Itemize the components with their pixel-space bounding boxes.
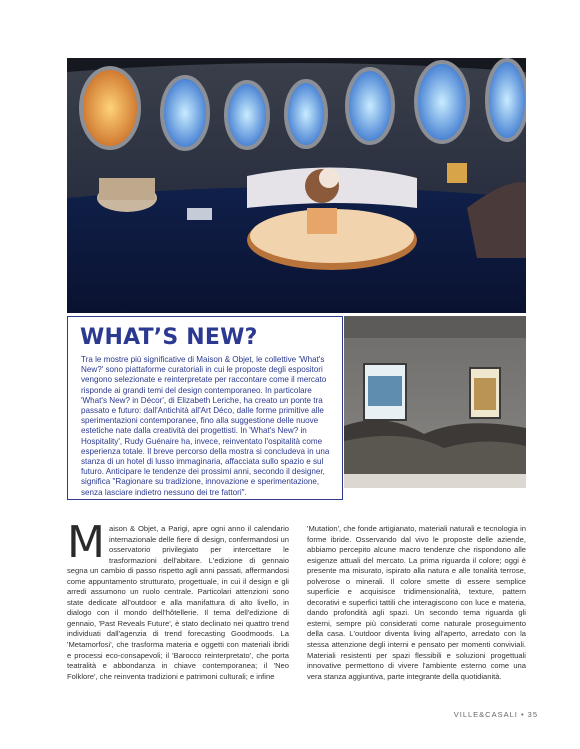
sidebar-text: Tra le mostre più significative di Maison & Objet, le collettive 'What's New?' sono piattaforme curatoriali in cui le proposte degli espositori vengono selezionate e reinterpretate per raccontare come il mercato risponde ai grandi temi del design contemporaneo. In particolare 'What's New? in Décor', di Elizabeth Leriche, ha creato un ponte tra passato e futuro: dall'Antichità all'Art Déco, dalle forme primitive alle sperimentazioni contemporanee, fino alla suggestione delle nuove estetiche nate dalla creatività dei progettisti. In 'What's New? in Hospitality', Rudy Guénaire ha, invece, reinventato l'ospitalità come esperienza totale. Il breve percorso della mostra si concludeva in una stanza di un hotel di lusso immaginaria, affacciata sullo spazio e sul futuro. Anticipare le tendenze dei prossimi anni, secondo il designer, significa "Ragionare su tradizione, innovazione e sperimentazione, senza lasciare indietro nessuno dei tre fattori". <box>81 355 330 497</box>
article-column-2: 'Mutation', che fonde artigianato, materiali naturali e tecnologia in forme ibride. Osservando dal vivo le proposte delle aziende, abbiamo percepito alcune macro tendenze che rispondono alle esigenze attuali del mercato. La prima riguarda il colore; oggi è presente ma misurato, ispirato alla natura e alle tonalità terrose, polverose o minerali. Il colore smette di essere semplice superficie e acquisisce tridimensionalità, texture, pattern decorativi e superfici tattili che interagiscono con luce e materia, dando profondità agli spazi. Un secondo tema riguarda gli esterni, sempre più considerati come naturale proseguimento della casa. L'outdoor diventa living all'aperto, arredato con la stessa attenzione degli interni e pensato per momenti conviviali. Materiali resistenti per spazi flessibili e soluzioni progettuali innovative permettono di vivere l'ambiente esterno come una vera stanza aggiuntiva, parte integrante della quotidianità. <box>307 524 526 681</box>
hero-photo-hotel-room <box>67 58 526 313</box>
page-footer: VILLE&CASALI • 35 <box>453 710 538 719</box>
sidebar-title: WHAT’S NEW? <box>80 325 258 350</box>
article-column-1 <box>67 517 289 682</box>
drop-cap: M <box>67 517 105 568</box>
whats-new-sidebar <box>67 316 343 500</box>
hero-illustration <box>67 58 526 313</box>
article-body <box>67 517 526 729</box>
article-column-1-text: aison & Objet, a Parigi, apre ogni anno il calendario internazionale delle fiere di design, confermandosi un osservatorio privilegiato per intercettare le trasformazioni dell'abitare. L'edizione di gennaio segna un cambio di passo rispetto agli anni passati, affermandosi come appuntamento strutturato, progettuale, in cui il design e gli arredi assumono un ruolo centrale. Particolari attenzioni sono state dedicate all'outdoor e alla manifattura di alto livello, in dialogo con il mondo dell'hôtellerie. Il tema dell'edizione di gennaio, 'Past Reveals Future', è stato declinato nei quattro trend individuati dall'agenzia di trend forecasting Goodmoods. La 'Metamorfosi', che trasforma materia e oggetti con materiali ibridi e processi eco-consapevoli; il 'Barocco reinterpretato', che porta teatralità e abbondanza in chiave contemporanea; il 'Neo Folklore', che reinventa tradizioni e patrimoni culturali; e infine <box>67 524 289 681</box>
side-photo-illustration <box>344 316 526 488</box>
side-photo-exhibit-wall <box>344 316 526 488</box>
